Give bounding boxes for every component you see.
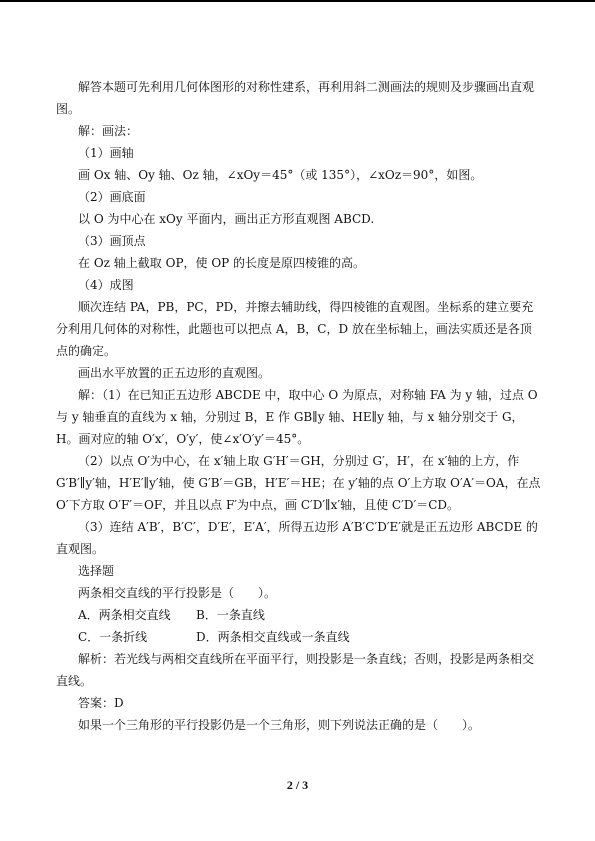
paragraph: （2）以点 O′为中心，在 x′轴上取 G′H′＝GH，分别过 G′，H′，在 x′轴的上方，作 G′B′∥y′轴，H′E′∥y′轴，使 G′B′＝GB，H′E′＝HE；在 y′轴的点 O′上方取 O′A′＝OA，在点 O′下方取 O′F′＝OF，并且以点 F′为中点，画 C′D′∥x′轴，且使 C′D′＝CD。 bbox=[56, 454, 541, 512]
paragraph: 画 Ox 轴、Oy 轴、Oz 轴，∠xOy＝45°（或 135°），∠xOz＝90°，如图。 bbox=[78, 168, 483, 182]
question: 两条相交直线的平行投影是（ ）。 bbox=[78, 586, 277, 600]
step-heading: （4）成图 bbox=[78, 278, 134, 292]
step-heading: （3）画顶点 bbox=[78, 234, 146, 248]
question: 如果一个三角形的平行投影仍是一个三角形，则下列说法正确的是（ ）。 bbox=[78, 718, 481, 732]
paragraph: 顺次连结 PA，PB，PC，PD，并擦去辅助线，得四棱锥的直观图。坐标系的建立要充分利用几何体的对称性，此题也可以把点 A，B，C，D 放在坐标轴上，画法实质还是各顶点的确定。 bbox=[56, 300, 534, 358]
page-number: 2 / 3 bbox=[286, 778, 309, 792]
paragraph: 解：（1）在已知正五边形 ABCDE 中，取中心 O 为原点，对称轴 FA 为 y 轴，过点 O 与 y 轴垂直的直线为 x 轴，分别过 B，E 作 GB∥y 轴、HE∥y 轴，与 x 轴分别交于 G，H。画对应的轴 O′x′，O′y′，使∠x′O′y′＝45°。 bbox=[56, 388, 538, 446]
paragraph: （3）连结 A′B′，B′C′，D′E′，E′A′，所得五边形 A′B′C′D′E′就是正五边形 ABCDE 的直观图。 bbox=[56, 520, 538, 556]
option-c: C．一条折线 bbox=[78, 630, 148, 644]
problem-statement: 画出水平放置的正五边形的直观图。 bbox=[78, 366, 271, 380]
paragraph: 在 Oz 轴上截取 OP，使 OP 的长度是原四棱锥的高。 bbox=[78, 256, 366, 270]
step-heading: （2）画底面 bbox=[78, 190, 146, 204]
step-heading: （1）画轴 bbox=[78, 146, 134, 160]
options-row bbox=[56, 626, 542, 648]
paragraph: 解答本题可先利用几何体图形的对称性建系，再利用斜二测画法的规则及步骤画出直观图。 bbox=[56, 80, 535, 116]
options-row bbox=[56, 604, 542, 626]
option-d: D．两条相交直线或一条直线 bbox=[196, 630, 350, 644]
analysis: 解析：若光线与两相交直线所在平面平行，则投影是一条直线；否则，投影是两条相交直线。 bbox=[56, 652, 535, 688]
paragraph: 解：画法： bbox=[78, 124, 139, 138]
answer: 答案：D bbox=[78, 696, 124, 710]
top-border bbox=[0, 0, 595, 2]
option-b: B．一条直线 bbox=[196, 608, 265, 622]
paragraph: 以 O 为中心在 xOy 平面内，画出正方形直观图 ABCD. bbox=[78, 212, 375, 226]
document-body bbox=[56, 76, 542, 736]
option-a: A．两条相交直线 bbox=[78, 608, 171, 622]
section-heading: 选择题 bbox=[78, 564, 115, 578]
